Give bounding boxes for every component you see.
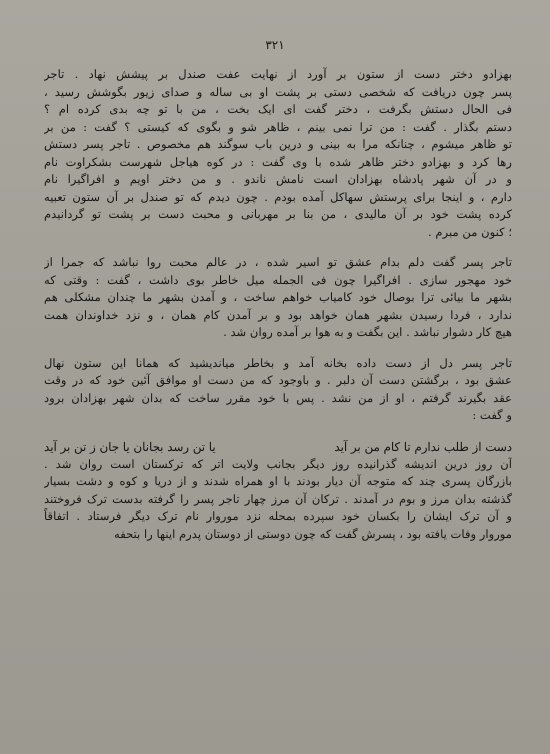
paragraph: [44, 456, 512, 544]
paragraph-gap: [44, 241, 512, 254]
text-line: و آن ترک ایشان را بکسان خود سپرده بمحله نزد موروار نام ترک دیگر فرستاد . اتفاقاً: [44, 509, 512, 523]
text-line: ؛ کنون من مبرم .: [428, 224, 512, 239]
text-line: هیچ کار دشوار نباشد . این بگفت و به هوا بر آمده روان شد .: [223, 325, 512, 339]
page-text: [44, 66, 512, 543]
text-line: فی الحال دستش بگرفت ، دختر گفت ای ایک بخت ، من با تو چه بدی کرده ام ؟: [44, 102, 512, 116]
text-line: بهزادو دختر دست از ستون بر آورد از نهایت عفت صندل بر پیشش نهاد . تاجر: [44, 67, 512, 81]
text-line: کرده پشت خود بر آن مالیدی ، من بنا بر مهربانی و محبت دست بر پشت تو گردانیدم: [44, 207, 512, 221]
paragraph-gap: [44, 425, 512, 438]
paragraph: [44, 355, 512, 425]
text-line: دستم بگذار . گفت : من ترا نمی بینم ، ظاهر شو و بگوی که کیستی ؟ گفت : من بر: [44, 119, 512, 134]
text-line: بازرگان پسری چند که متوجه آن دیار بودند با او همراه شدند و از دریا و کوه و دشت بسیار: [44, 474, 512, 488]
text-line: دارم ، و اینجا برای پرستش سهاکل آمده بودم . چون دیدم که تو صندل بر آن ستون تعبیه: [44, 189, 512, 204]
verse-hemistich-left: یا تن رسد بجانان یا جان ز تن بر آید: [44, 439, 216, 454]
text-line: تو ظاهر میشوم ، چنانکه مرا به بینی و درین باب سوگند هم مخصوص . تاجر پسر دستش: [44, 137, 512, 151]
text-line: ندارد ، فردا رسیدن بشهر همان خواهد بود و بر آمدن کام همان ، و نزد خداوندان همت: [44, 307, 512, 322]
text-line: آن روز درین اندیشه گذرانیده روز دیگر بجانب ولایت اتر که ترکستان است روان شد .: [44, 456, 512, 471]
text-line: پسر چون دریافت که شخصی دستی بر پشت او بی ساله و صدای زیور بگوشش رسید ،: [44, 84, 512, 99]
text-line: و گفت :: [472, 408, 512, 422]
verse-couplet: [44, 438, 512, 456]
text-line: خود مهجور سازی . افراگیرا چون فی الجمله میل خاطر بوی داشت ، گفت : وقتی که: [44, 272, 512, 287]
text-line: عقد بگیرند گرفتم ، او از من نشد . پس با خود مقرر ساخت که بدان شهر بهزادان برود: [44, 390, 512, 405]
text-line: رها کرد و بهزادو دختر ظاهر شده با وی گفت : در کوه هیاجل شهرست بشکراوت نام: [44, 154, 512, 169]
page-number: ۳۲۱: [265, 38, 285, 52]
paragraph-gap: [44, 342, 512, 355]
text-line: و در آن شهر پادشاه بهزادان است نامش ناندو . و من دختر اویم و افراگیرا نام: [44, 172, 512, 186]
text-line: تاجر پسر دل از دست داده بخانه آمد و بخاطر میاندیشید که همانا این ستون نهال: [44, 355, 512, 370]
verse-hemistich-right: دست از طلب ندارم تا کام من بر آید: [334, 439, 512, 454]
text-line: عشق بود ، برگشتن دست آن دلبر . و باوجود که من دست او موافق آئین خود که در وقت: [44, 373, 512, 387]
text-line: موروار وفات یافته بود ، پسرش گفت که چون دوستی از دوستان پدرم اینها را بتحفه: [113, 526, 512, 541]
text-line: تاجر پسر گفت دلم بدام عشق تو اسیر شده ، در عالم محبت روا نباشد که جمرا از: [44, 255, 512, 269]
paragraph: [44, 254, 512, 342]
text-line: بشهر ما بیائی ترا بوصال خود کامیاب خواهم ساخت ، و آمدن بشهر ما چندان مشکلی هم: [44, 290, 512, 304]
paragraph: [44, 66, 512, 241]
text-line: گذشته بدان مرز و بوم در آمدند . ترکان آن مرز چهار تاجر پسر را گرفته بدست ترک فروختند: [44, 491, 512, 506]
